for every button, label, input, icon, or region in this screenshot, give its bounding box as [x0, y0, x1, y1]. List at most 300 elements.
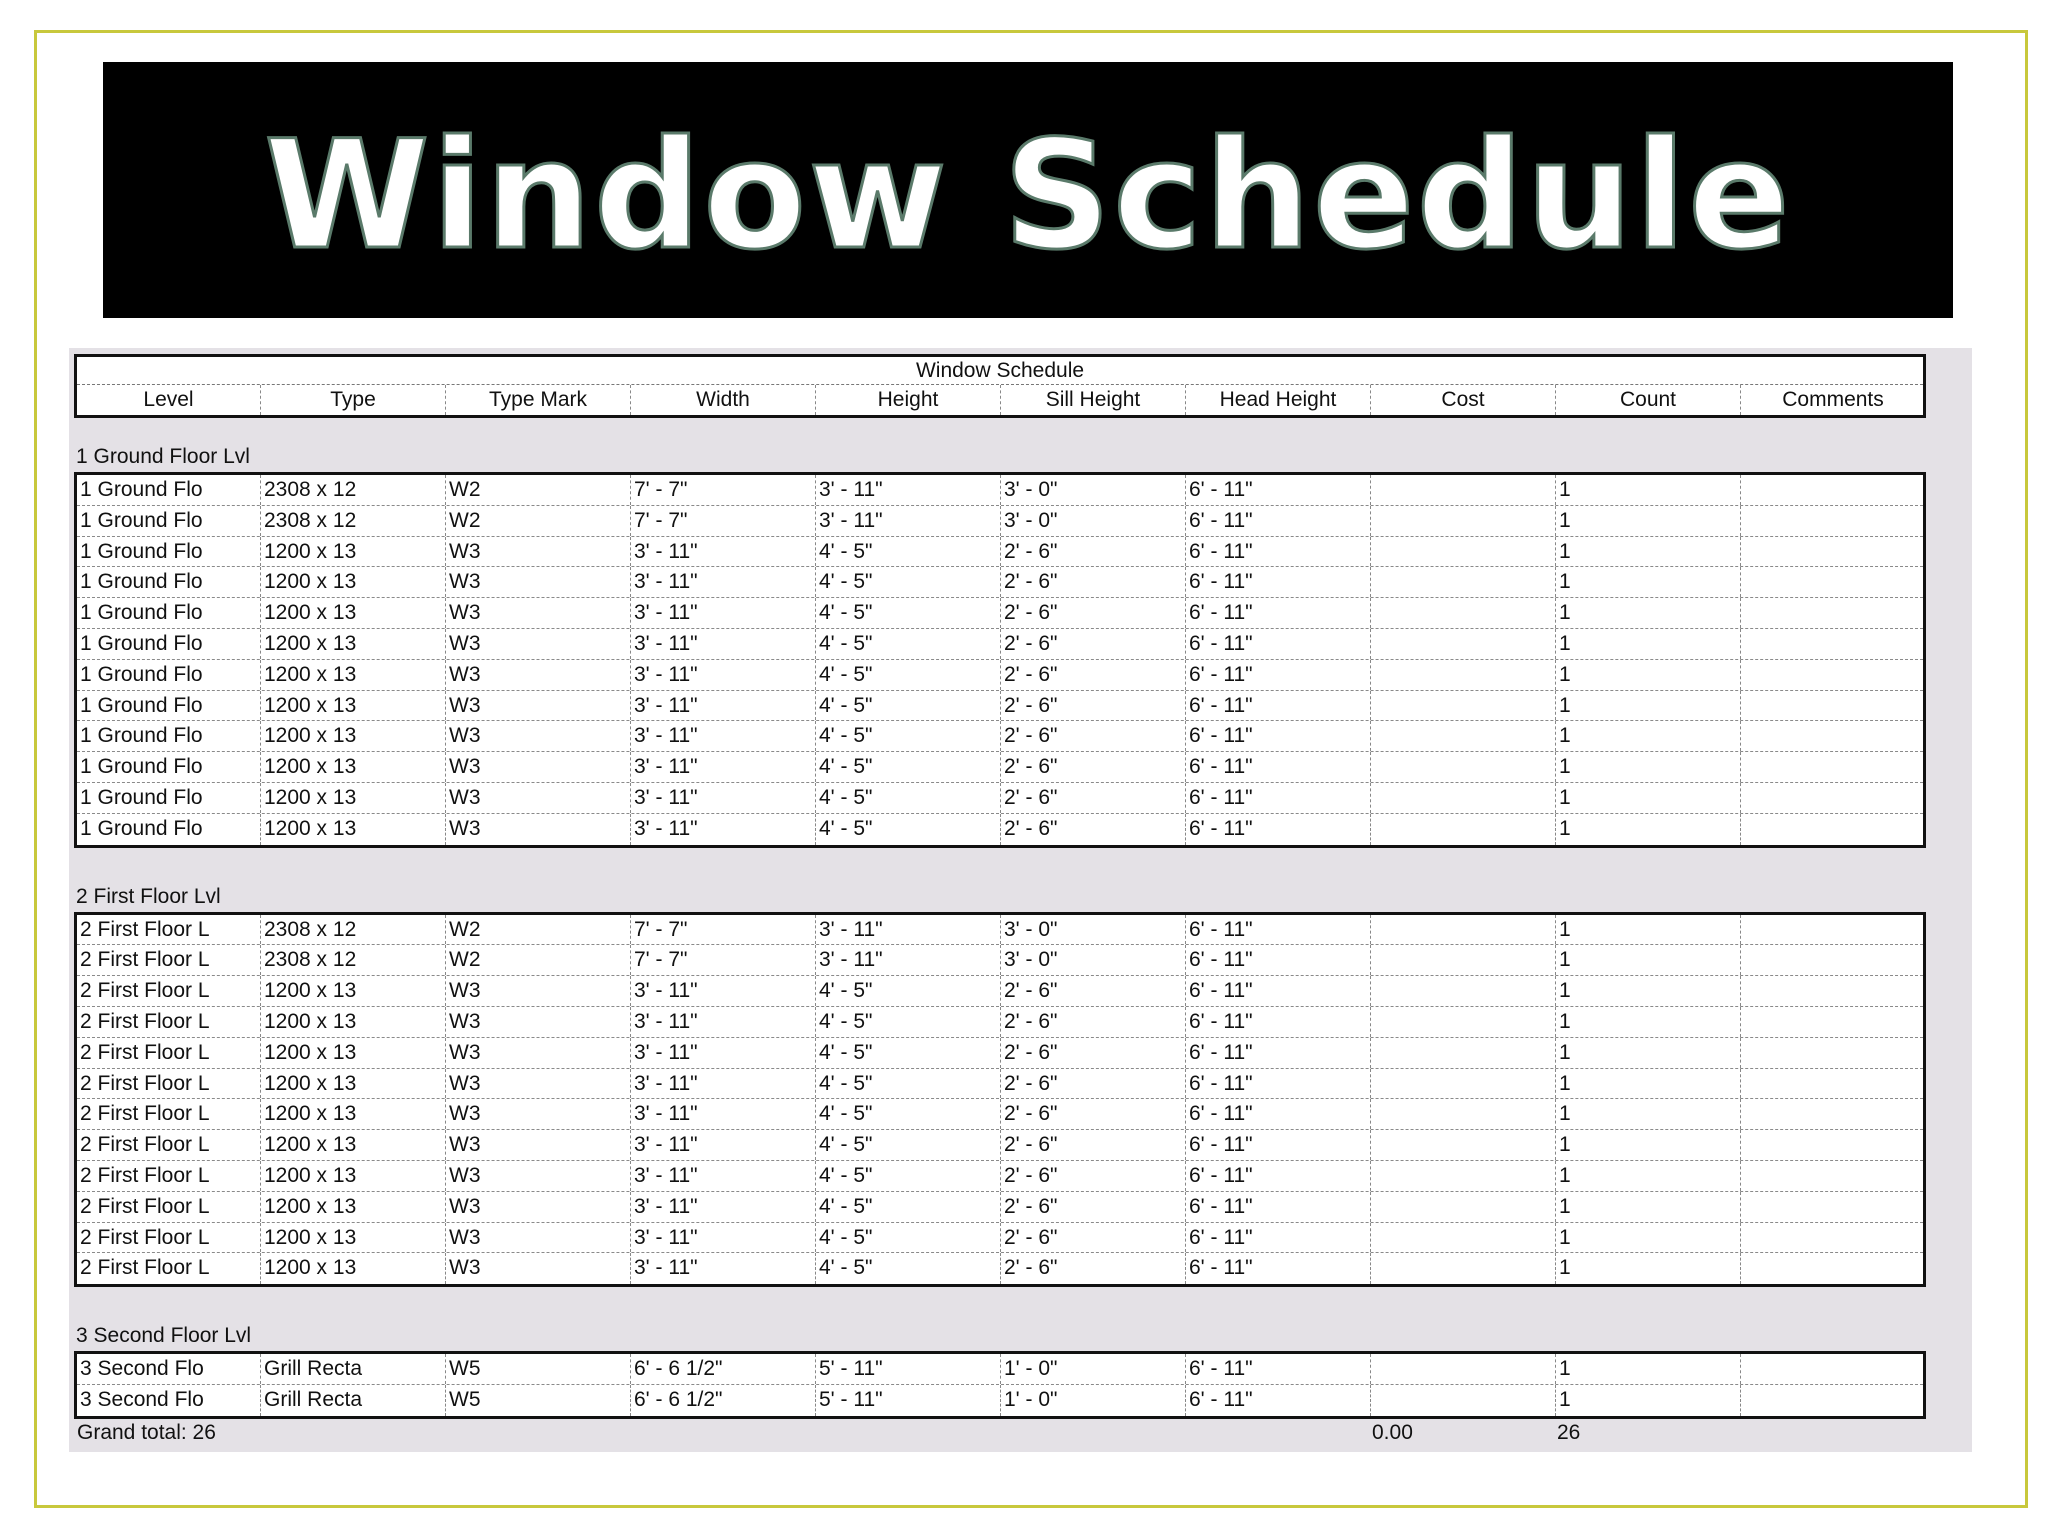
table-cell[interactable]: 4' - 5"	[816, 537, 1001, 567]
table-cell[interactable]: 1200 x 13	[261, 721, 446, 751]
table-cell[interactable]: Grill Recta	[261, 1354, 446, 1384]
table-cell[interactable]: 7' - 7"	[631, 475, 816, 505]
table-cell[interactable]: 6' - 11"	[1186, 783, 1371, 813]
table-cell[interactable]: 1 Ground Flo	[77, 537, 261, 567]
table-cell[interactable]: 6' - 11"	[1186, 1253, 1371, 1284]
table-row[interactable]	[77, 1099, 1923, 1130]
table-cell[interactable]: 3' - 11"	[816, 475, 1001, 505]
table-cell[interactable]	[1741, 814, 1925, 845]
table-cell[interactable]: 1200 x 13	[261, 814, 446, 845]
table-cell[interactable]: 1	[1556, 945, 1741, 975]
table-cell[interactable]: 2 First Floor L	[77, 1099, 261, 1129]
table-cell[interactable]: 6' - 11"	[1186, 1161, 1371, 1191]
table-cell[interactable]: 2' - 6"	[1001, 783, 1186, 813]
table-cell[interactable]: 2' - 6"	[1001, 1038, 1186, 1068]
table-cell[interactable]: W3	[446, 814, 631, 845]
table-cell[interactable]: 6' - 11"	[1186, 1385, 1371, 1416]
table-cell[interactable]: 4' - 5"	[816, 1161, 1001, 1191]
table-cell[interactable]	[1741, 691, 1925, 721]
table-cell[interactable]	[1741, 1354, 1925, 1384]
table-cell[interactable]: 7' - 7"	[631, 945, 816, 975]
table-cell[interactable]: W3	[446, 1069, 631, 1099]
table-cell[interactable]: W3	[446, 537, 631, 567]
table-cell[interactable]: 4' - 5"	[816, 1223, 1001, 1253]
table-cell[interactable]	[1741, 1038, 1925, 1068]
table-row[interactable]	[77, 537, 1923, 568]
table-cell[interactable]	[1741, 1385, 1925, 1416]
table-cell[interactable]: W3	[446, 1130, 631, 1160]
table-cell[interactable]	[1741, 629, 1925, 659]
table-cell[interactable]: 1 Ground Flo	[77, 691, 261, 721]
table-cell[interactable]	[1741, 475, 1925, 505]
table-cell[interactable]	[1371, 506, 1556, 536]
table-row[interactable]	[77, 1069, 1923, 1100]
table-cell[interactable]: 3' - 11"	[631, 752, 816, 782]
table-cell[interactable]: 4' - 5"	[816, 814, 1001, 845]
table-cell[interactable]	[1741, 598, 1925, 628]
table-cell[interactable]: 1 Ground Flo	[77, 598, 261, 628]
table-cell[interactable]: 3' - 11"	[816, 506, 1001, 536]
table-cell[interactable]: 1	[1556, 660, 1741, 690]
table-cell[interactable]: 4' - 5"	[816, 1253, 1001, 1284]
table-cell[interactable]: 3' - 11"	[631, 629, 816, 659]
table-cell[interactable]	[1371, 1385, 1556, 1416]
table-cell[interactable]: 1	[1556, 1069, 1741, 1099]
table-cell[interactable]: 1	[1556, 783, 1741, 813]
table-cell[interactable]: W3	[446, 1007, 631, 1037]
table-cell[interactable]	[1371, 915, 1556, 945]
table-cell[interactable]: 2308 x 12	[261, 506, 446, 536]
table-cell[interactable]: 2' - 6"	[1001, 1161, 1186, 1191]
column-header[interactable]: Cost	[1371, 385, 1556, 415]
table-cell[interactable]: 5' - 11"	[816, 1354, 1001, 1384]
table-cell[interactable]: 6' - 11"	[1186, 721, 1371, 751]
table-cell[interactable]	[1741, 1069, 1925, 1099]
table-cell[interactable]: 2 First Floor L	[77, 1038, 261, 1068]
table-cell[interactable]: W3	[446, 721, 631, 751]
table-row[interactable]	[77, 629, 1923, 660]
table-cell[interactable]: 2' - 6"	[1001, 691, 1186, 721]
table-cell[interactable]	[1741, 1007, 1925, 1037]
table-cell[interactable]: W3	[446, 976, 631, 1006]
table-cell[interactable]: 1200 x 13	[261, 691, 446, 721]
table-cell[interactable]: 3' - 11"	[631, 814, 816, 845]
table-cell[interactable]	[1741, 752, 1925, 782]
table-cell[interactable]: 1200 x 13	[261, 1130, 446, 1160]
table-cell[interactable]: 1200 x 13	[261, 1161, 446, 1191]
table-cell[interactable]: 1	[1556, 752, 1741, 782]
table-cell[interactable]: 2' - 6"	[1001, 598, 1186, 628]
table-cell[interactable]: 6' - 11"	[1186, 598, 1371, 628]
table-cell[interactable]: 2' - 6"	[1001, 660, 1186, 690]
table-cell[interactable]: W3	[446, 752, 631, 782]
table-cell[interactable]: 1	[1556, 1385, 1741, 1416]
table-cell[interactable]: W2	[446, 475, 631, 505]
table-cell[interactable]: 6' - 11"	[1186, 1130, 1371, 1160]
table-cell[interactable]	[1741, 506, 1925, 536]
table-cell[interactable]: 1	[1556, 506, 1741, 536]
table-cell[interactable]	[1371, 1069, 1556, 1099]
table-cell[interactable]: 5' - 11"	[816, 1385, 1001, 1416]
column-header[interactable]: Type	[261, 385, 446, 415]
table-cell[interactable]: 3' - 11"	[631, 1038, 816, 1068]
table-cell[interactable]: 6' - 11"	[1186, 1007, 1371, 1037]
table-cell[interactable]: 1	[1556, 1253, 1741, 1284]
table-cell[interactable]: 6' - 11"	[1186, 691, 1371, 721]
table-cell[interactable]: 1	[1556, 1007, 1741, 1037]
column-header[interactable]: Level	[77, 385, 261, 415]
table-cell[interactable]	[1741, 1192, 1925, 1222]
table-cell[interactable]: 6' - 11"	[1186, 752, 1371, 782]
table-row[interactable]	[77, 783, 1923, 814]
table-cell[interactable]: W3	[446, 1038, 631, 1068]
table-cell[interactable]: 2 First Floor L	[77, 945, 261, 975]
table-cell[interactable]: 1200 x 13	[261, 629, 446, 659]
table-cell[interactable]: 3' - 11"	[631, 598, 816, 628]
table-cell[interactable]: W3	[446, 598, 631, 628]
table-cell[interactable]: 3' - 11"	[631, 1099, 816, 1129]
table-cell[interactable]: 2' - 6"	[1001, 1253, 1186, 1284]
table-cell[interactable]: 6' - 6 1/2"	[631, 1385, 816, 1416]
table-row[interactable]	[77, 1161, 1923, 1192]
table-cell[interactable]: 2308 x 12	[261, 945, 446, 975]
group-label: 2 First Floor Lvl	[76, 884, 221, 908]
column-header[interactable]: Height	[816, 385, 1001, 415]
table-cell[interactable]	[1371, 752, 1556, 782]
table-cell[interactable]: 4' - 5"	[816, 1069, 1001, 1099]
table-cell[interactable]	[1371, 537, 1556, 567]
table-cell[interactable]: 6' - 11"	[1186, 1223, 1371, 1253]
table-cell[interactable]	[1741, 1099, 1925, 1129]
table-cell[interactable]: 1	[1556, 567, 1741, 597]
table-cell[interactable]: W3	[446, 783, 631, 813]
table-cell[interactable]: 6' - 11"	[1186, 976, 1371, 1006]
table-cell[interactable]: W3	[446, 691, 631, 721]
table-cell[interactable]: 2' - 6"	[1001, 1099, 1186, 1129]
table-cell[interactable]: 3' - 11"	[631, 1007, 816, 1037]
table-cell[interactable]: 3' - 0"	[1001, 915, 1186, 945]
table-cell[interactable]: 1200 x 13	[261, 752, 446, 782]
table-cell[interactable]: 4' - 5"	[816, 1007, 1001, 1037]
table-cell[interactable]: 4' - 5"	[816, 752, 1001, 782]
table-cell[interactable]: 2' - 6"	[1001, 1223, 1186, 1253]
table-cell[interactable]: 2' - 6"	[1001, 976, 1186, 1006]
table-cell[interactable]: 6' - 11"	[1186, 475, 1371, 505]
table-cell[interactable]: W3	[446, 1099, 631, 1129]
group-spacer	[74, 848, 1926, 882]
table-cell[interactable]: 2' - 6"	[1001, 752, 1186, 782]
table-cell[interactable]: 2' - 6"	[1001, 629, 1186, 659]
table-row[interactable]	[77, 1354, 1923, 1385]
table-cell[interactable]: W3	[446, 660, 631, 690]
table-row[interactable]	[77, 915, 1923, 946]
table-row[interactable]	[77, 1130, 1923, 1161]
table-row[interactable]	[77, 598, 1923, 629]
table-cell[interactable]: 4' - 5"	[816, 567, 1001, 597]
table-cell[interactable]: 6' - 11"	[1186, 567, 1371, 597]
table-cell[interactable]: W3	[446, 1253, 631, 1284]
table-cell[interactable]: 2' - 6"	[1001, 537, 1186, 567]
table-cell[interactable]	[1741, 915, 1925, 945]
table-cell[interactable]: 1200 x 13	[261, 1253, 446, 1284]
table-cell[interactable]: 2 First Floor L	[77, 1192, 261, 1222]
table-cell[interactable]: 1	[1556, 537, 1741, 567]
table-cell[interactable]	[1371, 691, 1556, 721]
column-header[interactable]: Count	[1556, 385, 1741, 415]
table-cell[interactable]: 3' - 11"	[631, 537, 816, 567]
table-cell[interactable]: 1 Ground Flo	[77, 475, 261, 505]
table-row[interactable]	[77, 721, 1923, 752]
table-cell[interactable]: 3' - 11"	[816, 945, 1001, 975]
group-spacer	[74, 418, 1926, 442]
table-cell[interactable]	[1741, 660, 1925, 690]
table-row[interactable]	[77, 1223, 1923, 1254]
table-row[interactable]	[77, 945, 1923, 976]
table-row[interactable]	[77, 1038, 1923, 1069]
table-cell[interactable]: W5	[446, 1354, 631, 1384]
table-cell[interactable]: W2	[446, 506, 631, 536]
column-header[interactable]: Head Height	[1186, 385, 1371, 415]
table-cell[interactable]: 6' - 11"	[1186, 506, 1371, 536]
table-cell[interactable]	[1371, 1223, 1556, 1253]
table-cell[interactable]: 7' - 7"	[631, 506, 816, 536]
table-cell[interactable]: 2 First Floor L	[77, 1223, 261, 1253]
table-cell[interactable]: 1 Ground Flo	[77, 506, 261, 536]
table-cell[interactable]: 1200 x 13	[261, 537, 446, 567]
table-cell[interactable]	[1371, 1161, 1556, 1191]
table-cell[interactable]: 3' - 11"	[816, 915, 1001, 945]
table-cell[interactable]: Grill Recta	[261, 1385, 446, 1416]
table-cell[interactable]: 6' - 11"	[1186, 629, 1371, 659]
table-cell[interactable]: 6' - 11"	[1186, 1192, 1371, 1222]
table-cell[interactable]	[1371, 945, 1556, 975]
table-cell[interactable]	[1371, 1253, 1556, 1284]
table-cell[interactable]: 4' - 5"	[816, 660, 1001, 690]
table-cell[interactable]: 6' - 6 1/2"	[631, 1354, 816, 1384]
table-cell[interactable]: 1	[1556, 976, 1741, 1006]
table-cell[interactable]: 1 Ground Flo	[77, 660, 261, 690]
table-cell[interactable]	[1371, 1130, 1556, 1160]
table-cell[interactable]: 3' - 0"	[1001, 475, 1186, 505]
table-row[interactable]	[77, 1385, 1923, 1416]
table-cell[interactable]: 2 First Floor L	[77, 1161, 261, 1191]
table-cell[interactable]: 6' - 11"	[1186, 945, 1371, 975]
table-cell[interactable]	[1741, 783, 1925, 813]
table-cell[interactable]: 1200 x 13	[261, 976, 446, 1006]
table-cell[interactable]: 4' - 5"	[816, 783, 1001, 813]
table-cell[interactable]: 1200 x 13	[261, 1099, 446, 1129]
table-cell[interactable]: 6' - 11"	[1186, 660, 1371, 690]
table-cell[interactable]: 1' - 0"	[1001, 1354, 1186, 1384]
table-cell[interactable]: W3	[446, 1192, 631, 1222]
table-cell[interactable]: W2	[446, 945, 631, 975]
table-cell[interactable]: 4' - 5"	[816, 691, 1001, 721]
table-cell[interactable]	[1741, 567, 1925, 597]
table-cell[interactable]	[1371, 660, 1556, 690]
table-cell[interactable]: 1 Ground Flo	[77, 814, 261, 845]
table-cell[interactable]: 1	[1556, 814, 1741, 845]
table-cell[interactable]: 1' - 0"	[1001, 1385, 1186, 1416]
table-cell[interactable]: 2' - 6"	[1001, 721, 1186, 751]
table-cell[interactable]: W3	[446, 1223, 631, 1253]
table-cell[interactable]: 6' - 11"	[1186, 1069, 1371, 1099]
table-cell[interactable]: 1200 x 13	[261, 1069, 446, 1099]
table-cell[interactable]: 2 First Floor L	[77, 976, 261, 1006]
table-cell[interactable]: 2' - 6"	[1001, 1007, 1186, 1037]
table-cell[interactable]: 1	[1556, 1038, 1741, 1068]
table-cell[interactable]: 1	[1556, 1192, 1741, 1222]
table-row[interactable]	[77, 752, 1923, 783]
table-row[interactable]	[77, 567, 1923, 598]
table-cell[interactable]: 1200 x 13	[261, 1223, 446, 1253]
table-row[interactable]	[77, 660, 1923, 691]
column-header[interactable]: Sill Height	[1001, 385, 1186, 415]
table-cell[interactable]	[1371, 475, 1556, 505]
table-cell[interactable]: 1200 x 13	[261, 1038, 446, 1068]
table-cell[interactable]	[1741, 537, 1925, 567]
table-cell[interactable]: 1	[1556, 475, 1741, 505]
table-cell[interactable]: 6' - 11"	[1186, 814, 1371, 845]
table-cell[interactable]: 3 Second Flo	[77, 1385, 261, 1416]
table-cell[interactable]: 1 Ground Flo	[77, 567, 261, 597]
table-cell[interactable]: 2 First Floor L	[77, 1253, 261, 1284]
table-cell[interactable]	[1371, 1192, 1556, 1222]
table-cell[interactable]: 4' - 5"	[816, 1099, 1001, 1129]
column-header[interactable]: Width	[631, 385, 816, 415]
table-cell[interactable]: 2 First Floor L	[77, 1007, 261, 1037]
table-cell[interactable]: W3	[446, 567, 631, 597]
table-cell[interactable]	[1741, 1223, 1925, 1253]
table-cell[interactable]: 1200 x 13	[261, 783, 446, 813]
table-cell[interactable]: 2' - 6"	[1001, 1069, 1186, 1099]
table-cell[interactable]: 4' - 5"	[816, 629, 1001, 659]
table-cell[interactable]: 4' - 5"	[816, 1038, 1001, 1068]
table-cell[interactable]: 1	[1556, 1223, 1741, 1253]
table-row[interactable]	[77, 475, 1923, 506]
table-cell[interactable]: 1200 x 13	[261, 567, 446, 597]
table-row[interactable]	[77, 976, 1923, 1007]
table-row[interactable]	[77, 1192, 1923, 1223]
table-cell[interactable]: 3' - 11"	[631, 1161, 816, 1191]
table-cell[interactable]: W3	[446, 629, 631, 659]
table-cell[interactable]: 1200 x 13	[261, 598, 446, 628]
table-cell[interactable]: 2' - 6"	[1001, 814, 1186, 845]
table-cell[interactable]	[1371, 598, 1556, 628]
table-cell[interactable]: 3 Second Flo	[77, 1354, 261, 1384]
table-cell[interactable]	[1371, 783, 1556, 813]
table-cell[interactable]: 3' - 0"	[1001, 506, 1186, 536]
table-row[interactable]	[77, 1253, 1923, 1284]
table-cell[interactable]: 4' - 5"	[816, 721, 1001, 751]
table-cell[interactable]: 1	[1556, 629, 1741, 659]
table-cell[interactable]	[1741, 945, 1925, 975]
table-cell[interactable]: 3' - 11"	[631, 691, 816, 721]
table-cell[interactable]: 1	[1556, 691, 1741, 721]
table-cell[interactable]: 6' - 11"	[1186, 1038, 1371, 1068]
table-cell[interactable]: 3' - 11"	[631, 1130, 816, 1160]
table-cell[interactable]: 3' - 11"	[631, 976, 816, 1006]
table-cell[interactable]: 3' - 11"	[631, 660, 816, 690]
table-cell[interactable]: 2 First Floor L	[77, 1130, 261, 1160]
table-row[interactable]	[77, 814, 1923, 845]
table-cell[interactable]: 4' - 5"	[816, 976, 1001, 1006]
table-cell[interactable]: 1200 x 13	[261, 1192, 446, 1222]
table-cell[interactable]: 7' - 7"	[631, 915, 816, 945]
column-header[interactable]: Comments	[1782, 388, 1884, 411]
table-cell[interactable]	[1371, 976, 1556, 1006]
table-cell[interactable]	[1371, 814, 1556, 845]
table-cell[interactable]	[1371, 629, 1556, 659]
table-row[interactable]	[77, 1007, 1923, 1038]
table-row[interactable]	[77, 691, 1923, 722]
table-cell[interactable]: 4' - 5"	[816, 1130, 1001, 1160]
table-cell[interactable]: W5	[446, 1385, 631, 1416]
table-cell[interactable]	[1371, 1038, 1556, 1068]
table-cell[interactable]: 1	[1556, 721, 1741, 751]
table-cell[interactable]: 1	[1556, 915, 1741, 945]
table-cell[interactable]: 6' - 11"	[1186, 1354, 1371, 1384]
table-cell[interactable]: 1	[1556, 1354, 1741, 1384]
table-cell[interactable]	[1371, 567, 1556, 597]
table-cell[interactable]: 1 Ground Flo	[77, 752, 261, 782]
table-cell[interactable]: W3	[446, 1161, 631, 1191]
table-cell[interactable]: 3' - 11"	[631, 567, 816, 597]
table-cell[interactable]: W2	[446, 915, 631, 945]
table-cell[interactable]: 1 Ground Flo	[77, 721, 261, 751]
table-cell[interactable]: 3' - 11"	[631, 721, 816, 751]
table-cell[interactable]	[1741, 976, 1925, 1006]
table-cell[interactable]: 6' - 11"	[1186, 537, 1371, 567]
table-cell[interactable]: 4' - 5"	[816, 1192, 1001, 1222]
column-header[interactable]: Type Mark	[446, 385, 631, 415]
table-cell[interactable]: 3' - 11"	[631, 1223, 816, 1253]
table-cell[interactable]: 1 Ground Flo	[77, 629, 261, 659]
table-cell[interactable]: 2 First Floor L	[77, 915, 261, 945]
table-cell[interactable]: 1	[1556, 1099, 1741, 1129]
table-cell[interactable]: 2' - 6"	[1001, 1192, 1186, 1222]
table-cell[interactable]: 1200 x 13	[261, 660, 446, 690]
table-row[interactable]	[77, 506, 1923, 537]
table-cell[interactable]: 2' - 6"	[1001, 1130, 1186, 1160]
table-cell[interactable]: 6' - 11"	[1186, 1099, 1371, 1129]
table-cell[interactable]: 6' - 11"	[1186, 915, 1371, 945]
table-cell[interactable]: 4' - 5"	[816, 598, 1001, 628]
table-cell[interactable]: 3' - 0"	[1001, 945, 1186, 975]
table-cell[interactable]: 3' - 11"	[631, 1069, 816, 1099]
table-cell[interactable]	[1741, 1130, 1925, 1160]
table-cell[interactable]: 1200 x 13	[261, 1007, 446, 1037]
table-cell[interactable]	[1741, 721, 1925, 751]
table-cell[interactable]: 1	[1556, 598, 1741, 628]
table-cell[interactable]	[1741, 1161, 1925, 1191]
table-cell[interactable]	[1371, 721, 1556, 751]
table-cell[interactable]: 3' - 11"	[631, 1253, 816, 1284]
group-rows	[74, 472, 1926, 848]
table-cell[interactable]: 1 Ground Flo	[77, 783, 261, 813]
table-cell[interactable]	[1371, 1354, 1556, 1384]
table-cell[interactable]: 2308 x 12	[261, 475, 446, 505]
table-cell[interactable]: 1	[1556, 1130, 1741, 1160]
table-cell[interactable]: 1	[1556, 1161, 1741, 1191]
table-cell[interactable]	[1371, 1099, 1556, 1129]
table-cell[interactable]: 2' - 6"	[1001, 567, 1186, 597]
table-cell[interactable]: 2308 x 12	[261, 915, 446, 945]
table-cell[interactable]	[1371, 1007, 1556, 1037]
table-cell[interactable]: 3' - 11"	[631, 783, 816, 813]
table-cell[interactable]: 3' - 11"	[631, 1192, 816, 1222]
table-cell[interactable]: 2 First Floor L	[77, 1069, 261, 1099]
table-cell[interactable]	[1741, 1253, 1925, 1284]
